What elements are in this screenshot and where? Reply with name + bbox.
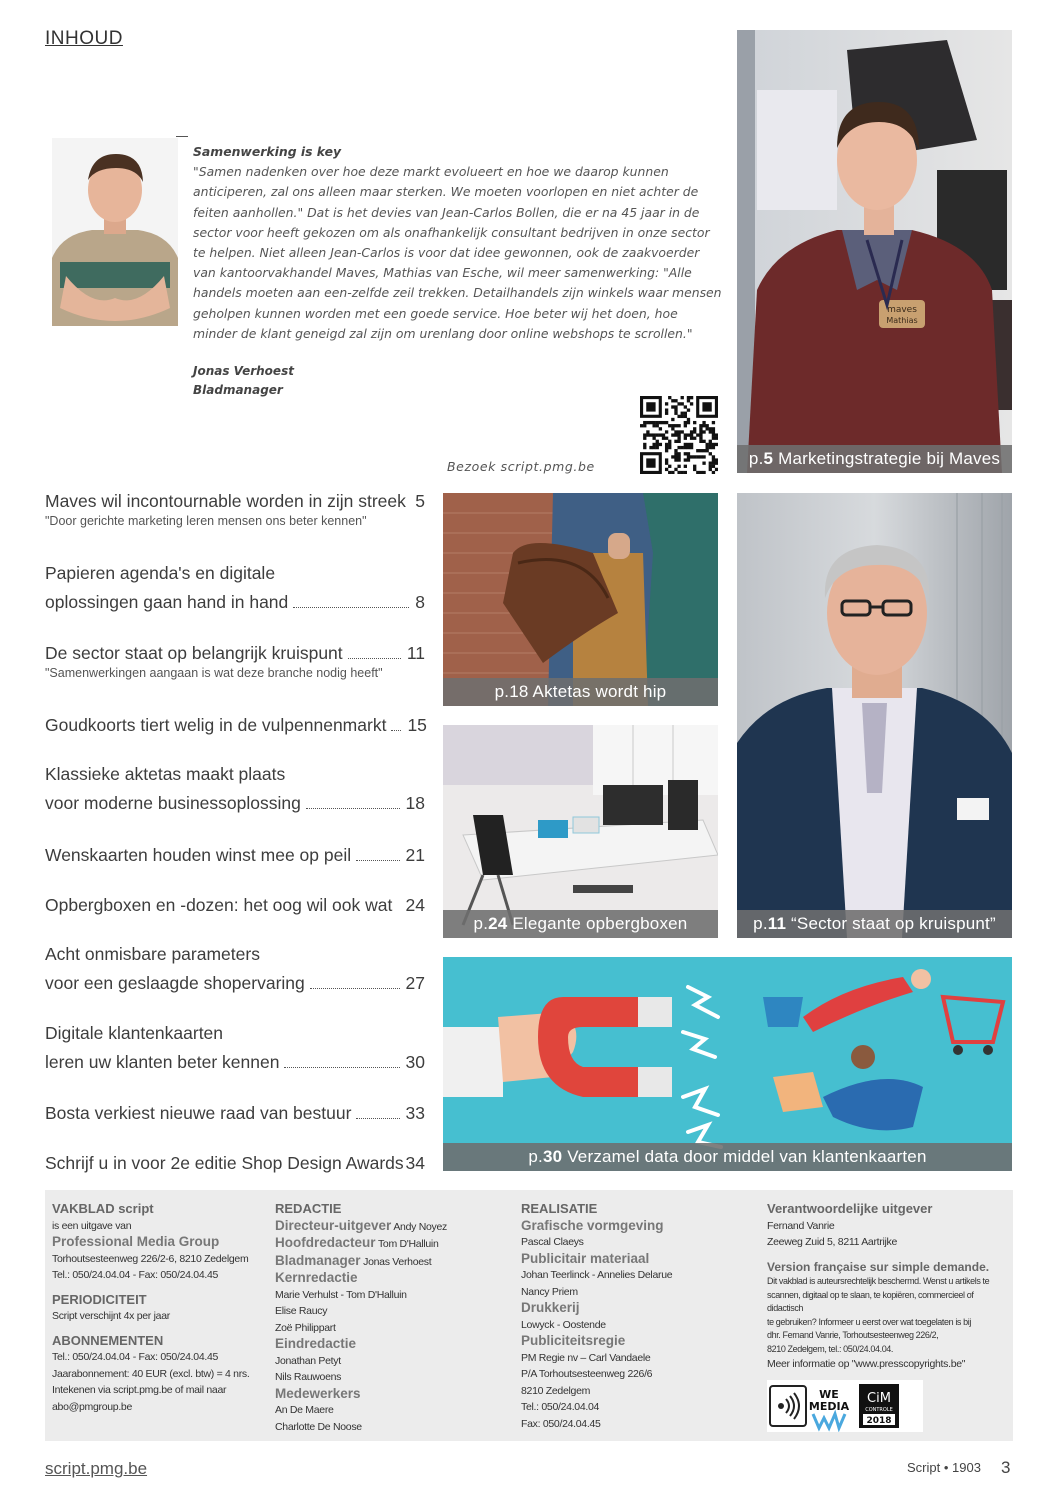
toc-entry[interactable] — [45, 1023, 425, 1073]
divider — [176, 136, 188, 137]
caption-sector: p.11 “Sector staat op kruispunt” — [737, 910, 1012, 938]
toc-entry[interactable] — [45, 845, 425, 866]
photo-aktetas — [443, 493, 718, 706]
page-heading: INHOUD — [45, 28, 123, 49]
toc-page-number: 30 — [405, 1052, 425, 1072]
editorial-body: "Samen nadenken over hoe deze markt evolueert en hoe we daarop kunnen anticiperen, zal ons alleen maar sterken. We moeten voorlopen en niet achter de feiten aanhollen." Dat is het devies van Jean-Carlos Bollen, die er na 45 jaar in de sector voor heeft gekozen om als onafhankelijk consultant bedrijven in onze sector te helpen. Niet alleen Jean-Carlos is voor dat idee gewonnen, ook de zaakvoerder van kantoorvakhandel Maves, Mathias van Esche, wil meer samenwerking: "Alle handels moeten aan een-zelfde zeil trekken. Detailhandels zijn winkels waar mensen geholpen kunnen worden met een goede service. Hoe beter wij het doen, hoe minder de klant geneigd zal zijn om urenlang door online webshops te scrollen." — [193, 164, 722, 341]
colophon-label: Bladmanager — [275, 1252, 361, 1268]
colophon-line: Dit vakblad is auteursrechtelijk beschermd. Wenst u artikels te — [767, 1276, 990, 1286]
photo-opberg — [443, 725, 718, 938]
colophon-line: PM Regie nv – Carl Vandaele — [521, 1351, 651, 1364]
svg-text:WE: WE — [819, 1388, 839, 1401]
colophon-line: te gebruiken? Informeer u eerst over wat toegelaten is bij — [767, 1316, 971, 1327]
caption-aktetas: p.18 Aktetas wordt hip — [443, 678, 718, 706]
toc-entry[interactable] — [45, 1103, 425, 1124]
toc-title-line: Klassieke aktetas maakt plaats — [45, 764, 286, 784]
toc-entry[interactable] — [45, 944, 425, 994]
toc-entry[interactable] — [45, 764, 425, 814]
colophon-line: Nancy Priem — [521, 1285, 578, 1298]
colophon-line: Script verschijnt 4x per jaar — [52, 1310, 170, 1322]
toc-page-number: 11 — [406, 643, 425, 663]
toc-title: voor moderne businessoplossing — [45, 793, 301, 813]
colophon-line: Jaarabonnement: 40 EUR (excl. btw) = 4 nrs. — [52, 1367, 250, 1380]
colophon-line: scannen, digitaal op te slaan, te kopiëren, commercieel of didactisch — [767, 1289, 974, 1313]
colophon-redactie — [275, 1201, 505, 1435]
colophon-publisher: Professional Media Group — [52, 1234, 220, 1249]
colophon-line: Tel.: 050/24.04.04 - Fax: 050/24.04.45 — [52, 1269, 219, 1281]
colophon-line: Jonathan Petyt — [275, 1354, 341, 1367]
toc-entry[interactable] — [45, 563, 425, 613]
we-media-logo — [809, 1388, 850, 1428]
colophon-heading: PERIODICITEIT — [52, 1291, 147, 1307]
colophon-heading: Verantwoordelijke uitgever — [767, 1201, 933, 1216]
toc-page-number: 34 — [405, 1153, 425, 1173]
toc-leader — [356, 1118, 399, 1119]
toc-leader — [348, 658, 401, 659]
colophon-label: Medewerkers — [275, 1385, 361, 1401]
cim-logo — [859, 1384, 899, 1428]
colophon-label: Publicitair materiaal — [521, 1250, 650, 1266]
caption-maves: p.5 Marketingstrategie bij Maves — [737, 445, 1012, 473]
colophon-line: Pascal Claeys — [521, 1236, 584, 1248]
toc-page-number: 5 — [415, 491, 425, 511]
colophon-line: Tel.: 050/24.04.04 - Fax: 050/24.04.45 — [52, 1351, 219, 1363]
colophon-line: Zeeweg Zuid 5, 8211 Aartrijke — [767, 1236, 898, 1248]
colophon-line: P/A Torhoutsesteenweg 226/6 — [521, 1368, 653, 1380]
toc-leader — [293, 607, 409, 608]
colophon-label: Kernredactie — [275, 1270, 358, 1285]
colophon-line: Torhoutsesteenweg 226/2-6, 8210 Zedelgem — [52, 1252, 249, 1265]
toc-page-number: 15 — [407, 715, 427, 735]
toc-entry[interactable] — [45, 715, 425, 736]
badge-text-1: maves — [887, 305, 917, 315]
visit-text: Bezoek script.pmg.be — [447, 459, 595, 474]
toc-title-line: Papieren agenda's en digitale — [45, 563, 276, 583]
colophon-line: An De Maere — [275, 1404, 334, 1416]
colophon-line: Johan Teerlinck - Annelies Delarue — [521, 1269, 673, 1281]
toc-page-number: 21 — [405, 845, 425, 865]
colophon-label: Directeur-uitgever — [275, 1217, 392, 1233]
colophon-label: Grafische vormgeving — [521, 1217, 664, 1233]
colophon-line: Elise Raucy — [275, 1305, 328, 1317]
member-logos — [767, 1380, 923, 1432]
colophon-heading: REALISATIE — [521, 1201, 598, 1216]
colophon-line: Zoë Philippart — [275, 1321, 336, 1334]
colophon-line: Lowyck - Oostende — [521, 1318, 606, 1331]
colophon-line: Marie Verhulst - Tom D'Halluin — [275, 1288, 407, 1301]
colophon-label: Drukkerij — [521, 1300, 580, 1315]
colophon-line: Tom D'Halluin — [377, 1238, 439, 1250]
photo-maves — [737, 30, 1012, 473]
toc-title: voor een geslaagde shopervaring — [45, 973, 305, 993]
colophon-label: Hoofdredacteur — [275, 1235, 376, 1250]
illustration-klantenkaarten — [443, 957, 1012, 1171]
colophon-line: Andy Noyez — [393, 1220, 447, 1233]
caption-opberg: p.24 Elegante opbergboxen — [443, 910, 718, 938]
toc-entry[interactable] — [45, 643, 425, 680]
toc-leader — [391, 730, 401, 731]
toc-entry[interactable] — [45, 491, 425, 528]
colophon-label: Publiciteitsregie — [521, 1333, 626, 1348]
editorial-signature — [193, 362, 294, 400]
colophon-label: Eindredactie — [275, 1336, 357, 1351]
toc-title: Schrijf u in voor 2e editie Shop Design Awards — [45, 1153, 404, 1173]
colophon-line: Tel.: 050/24.04.04 — [521, 1401, 600, 1413]
toc-entry[interactable] — [45, 1153, 425, 1174]
caption-data: p.30 Verzamel data door middel van klantenkaarten — [443, 1143, 1012, 1171]
colophon-line: Nils Rauwoens — [275, 1371, 342, 1383]
toc-title: leren uw klanten beter kennen — [45, 1052, 280, 1072]
colophon-realisatie — [521, 1201, 751, 1432]
svg-text:CiM: CiM — [867, 1391, 891, 1406]
toc-leader — [310, 988, 400, 989]
colophon-line[interactable]: abo@pmgroup.be — [52, 1400, 133, 1413]
colophon-line: Charlotte De Noose — [275, 1420, 362, 1433]
toc-title: De sector staat op belangrijk kruispunt — [45, 643, 343, 663]
toc-title: Opbergboxen en -dozen: het oog wil ook wat — [45, 895, 393, 915]
colophon-line: Fax: 050/24.04.45 — [521, 1417, 601, 1430]
toc-title: Wenskaarten houden winst mee op peil — [45, 845, 352, 865]
page-number: 3 — [1001, 1458, 1011, 1477]
toc-leader — [284, 1067, 399, 1068]
colophon-line: Jonas Verhoest — [363, 1255, 432, 1268]
toc-title: Bosta verkiest nieuwe raad van bestuur — [45, 1103, 352, 1123]
toc-entry[interactable] — [45, 895, 425, 916]
colophon-vakblad — [52, 1201, 272, 1415]
toc-subtitle: "Door gerichte marketing leren mensen ons beter kennen" — [45, 514, 367, 528]
svg-text:2018: 2018 — [866, 1416, 892, 1426]
author-role: Bladmanager — [193, 383, 283, 397]
toc-leader — [306, 808, 400, 809]
author-name: Jonas Verhoest — [193, 364, 294, 378]
toc-page-number: 8 — [415, 592, 425, 612]
colophon-line: Intekenen via script.pmg.be of mail naar — [52, 1384, 227, 1396]
colophon-heading: ABONNEMENTEN — [52, 1332, 164, 1348]
toc-subtitle: "Samenwerkingen aangaan is wat deze branche nodig heeft" — [45, 666, 383, 680]
editor-portrait — [52, 138, 178, 326]
toc-page-number: 24 — [405, 895, 425, 915]
copyright-text — [767, 1275, 1011, 1356]
badge-text-2: Mathias — [886, 316, 918, 325]
colophon-uitgever — [767, 1201, 1011, 1373]
colophon-line: 8210 Zedelgem, tel.: 050/24.04.04. — [767, 1343, 894, 1354]
colophon — [45, 1190, 1013, 1441]
toc-title-line: Digitale klantenkaarten — [45, 1023, 224, 1043]
toc-title: Maves wil incontournable worden in zijn streek — [45, 491, 406, 511]
toc-title: Goudkoorts tiert welig in de vulpennenmarkt — [45, 715, 387, 735]
toc-title-line: Acht onmisbare parameters — [45, 944, 260, 964]
issue-label: Script • 1903 — [907, 1460, 981, 1475]
toc-page-number: 18 — [405, 793, 425, 813]
colophon-line: is een uitgave van — [52, 1219, 132, 1232]
photo-sector — [737, 493, 1012, 938]
website-link[interactable]: script.pmg.be — [45, 1459, 148, 1478]
qr-code[interactable] — [640, 396, 718, 474]
editorial — [193, 142, 723, 344]
svg-text:MEDIA: MEDIA — [808, 1400, 850, 1413]
svg-text:CONTROLE: CONTROLE — [865, 1407, 893, 1413]
colophon-line: Fernand Vanrie — [767, 1219, 835, 1232]
colophon-heading: Version française sur simple demande. — [767, 1259, 990, 1274]
colophon-heading: VAKBLAD script — [52, 1201, 154, 1216]
colophon-line: 8210 Zedelgem — [521, 1384, 591, 1397]
toc-leader — [356, 860, 399, 861]
colophon-heading: REDACTIE — [275, 1201, 342, 1216]
colophon-line: Meer informatie op "www.presscopyrights.be" — [767, 1358, 966, 1370]
toc-page-number: 33 — [405, 1103, 425, 1123]
toc-page-number: 27 — [405, 973, 425, 993]
editorial-title: Samenwerking is key — [193, 144, 342, 159]
toc-title: oplossingen gaan hand in hand — [45, 592, 289, 612]
colophon-line: dhr. Fernand Vanrie, Torhoutsesteenweg 226/2, — [767, 1330, 939, 1340]
